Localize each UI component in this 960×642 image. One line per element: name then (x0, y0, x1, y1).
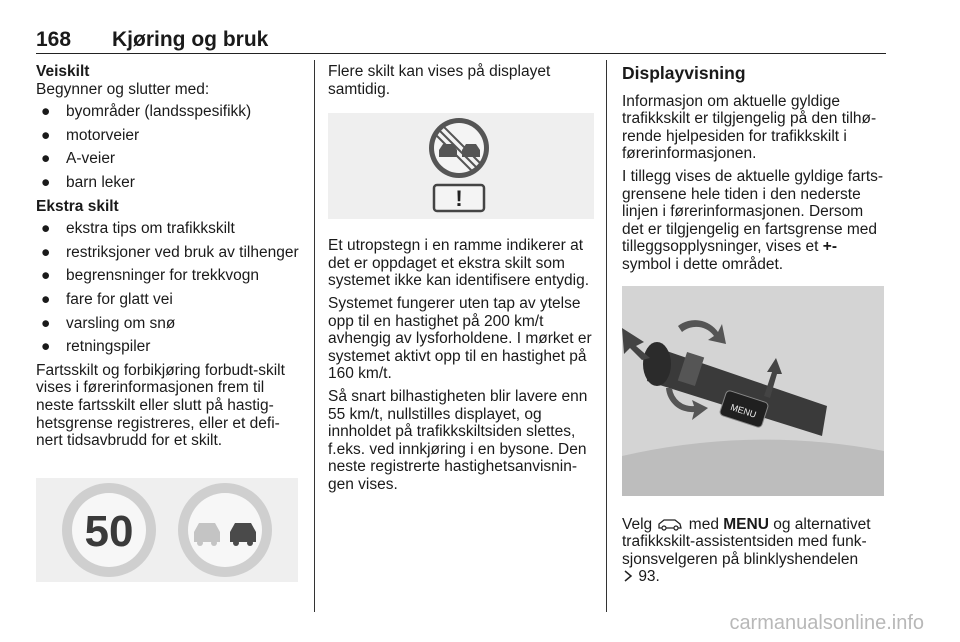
list-item: ● A-veier (41, 150, 116, 168)
select-paragraph: Velg med MENU og alternativet trafikkskilt-assistentsiden med funksjonsvelgeren på blinklyshendelen 93. (622, 515, 871, 586)
reset-paragraph: Så snart bilhastigheten blir lavere enn 55 km/t, nullstilles displayet, og innholdet på trafikkskiltsiden slettes, f.eks. ved innkjøring i en bysone. Den neste registrerte hastighetsanvisningen vises. (328, 387, 588, 493)
list-item: ● fare for glatt vei (41, 290, 173, 308)
column-2 (328, 63, 594, 494)
stalk-end-cap (643, 342, 671, 386)
performance-paragraph: Systemet fungerer uten tap av ytelse opp til en hastighet på 200 km/t avhengig av lysforholdene. I mørket er systemet aktivt opp til en hastighet på 160 km/t. (328, 294, 592, 383)
road-sign-list (36, 103, 301, 191)
signs-illustration (36, 478, 298, 582)
exclamation-icon: ! (455, 186, 463, 212)
watermark: carmanualsonline.info (729, 612, 924, 634)
page-number: 168 (36, 28, 72, 51)
bullet: ● (41, 290, 51, 308)
column-divider-2 (606, 60, 607, 612)
speed-limit-number: 50 (84, 507, 134, 556)
list-item: ● byområder (landsspesifikk) (41, 103, 252, 121)
page-reference[interactable]: 93. (638, 568, 660, 586)
list-item: ● retningspiler (41, 338, 151, 356)
list-item: ● ekstra tips om trafikkskilt (41, 220, 235, 238)
chapter-title: Kjøring og bruk (112, 28, 269, 51)
column-1 (36, 63, 301, 450)
end-of-ban-sign-figure (328, 113, 594, 219)
bullet: ● (41, 220, 51, 238)
heading-veiskilt: Veiskilt (36, 63, 90, 80)
bullet: ● (41, 267, 51, 285)
menu-button-label: MENU (729, 401, 758, 420)
heading-ekstra-skilt: Ekstra skilt (36, 197, 119, 215)
page-header (36, 28, 886, 54)
exclamation-paragraph: Et utropstegn i en ramme indikerer at det er oppdaget et ekstra skilt som systemet ikke kan identifisere entydig. (328, 237, 590, 290)
multiple-signs-paragraph: Flere skilt kan vises på displayet samtidig. (328, 63, 551, 98)
speed-sign-paragraph: Fartsskilt og forbikjøring forbudt-skilt vises i førerinformasjonen frem til neste fartsskilt eller slutt på hastighetsgrense registreres, eller et definert tidsavbrudd for et skilt. (36, 361, 285, 450)
extra-sign-list (36, 220, 301, 356)
intro-text: Begynner og slutter med: (36, 80, 210, 98)
display-info-paragraph: Informasjon om aktuelle gyldige trafikkskilt er tilgjengelig på den tilhørende hjelpesiden for trafikkskilt i førerinformasjonen. (622, 92, 877, 163)
bullet: ● (41, 173, 51, 191)
end-of-ban-illustration (328, 113, 594, 219)
list-item: ● restriksjoner ved bruk av tilhenger (41, 243, 299, 261)
bullet: ● (41, 338, 51, 356)
heading-displayvisning: Displayvisning (622, 63, 746, 83)
column-3 (622, 63, 888, 586)
column-divider-1 (314, 60, 315, 612)
page-reference-icon (622, 570, 634, 582)
turn-signal-stalk-figure (622, 286, 884, 496)
bullet: ● (41, 150, 51, 168)
car-symbol-icon (656, 517, 684, 531)
list-item: ● motorveier (41, 126, 140, 144)
stalk-illustration (622, 286, 884, 496)
menu-label: MENU (723, 515, 769, 533)
list-item: ● varsling om snø (41, 314, 176, 332)
bullet: ● (41, 243, 51, 261)
bullet: ● (41, 126, 51, 144)
speed-limit-display-paragraph: I tillegg vises de aktuelle gyldige fartsgrensene hele tiden i den nederste linjen i førerinformasjonen. Dersom det er tilgjengelig en fartsgrense med tilleggsopplysninger, vises et +- symbol i dette området. (622, 167, 884, 273)
header-rule (36, 53, 886, 54)
list-item: ● begrensninger for trekkvogn (41, 267, 260, 285)
plus-minus-symbol: +- (822, 238, 837, 256)
bullet: ● (41, 103, 51, 121)
list-item: ● barn leker (41, 173, 135, 191)
bullet: ● (41, 314, 51, 332)
speed-and-overtaking-signs-figure (36, 478, 298, 582)
